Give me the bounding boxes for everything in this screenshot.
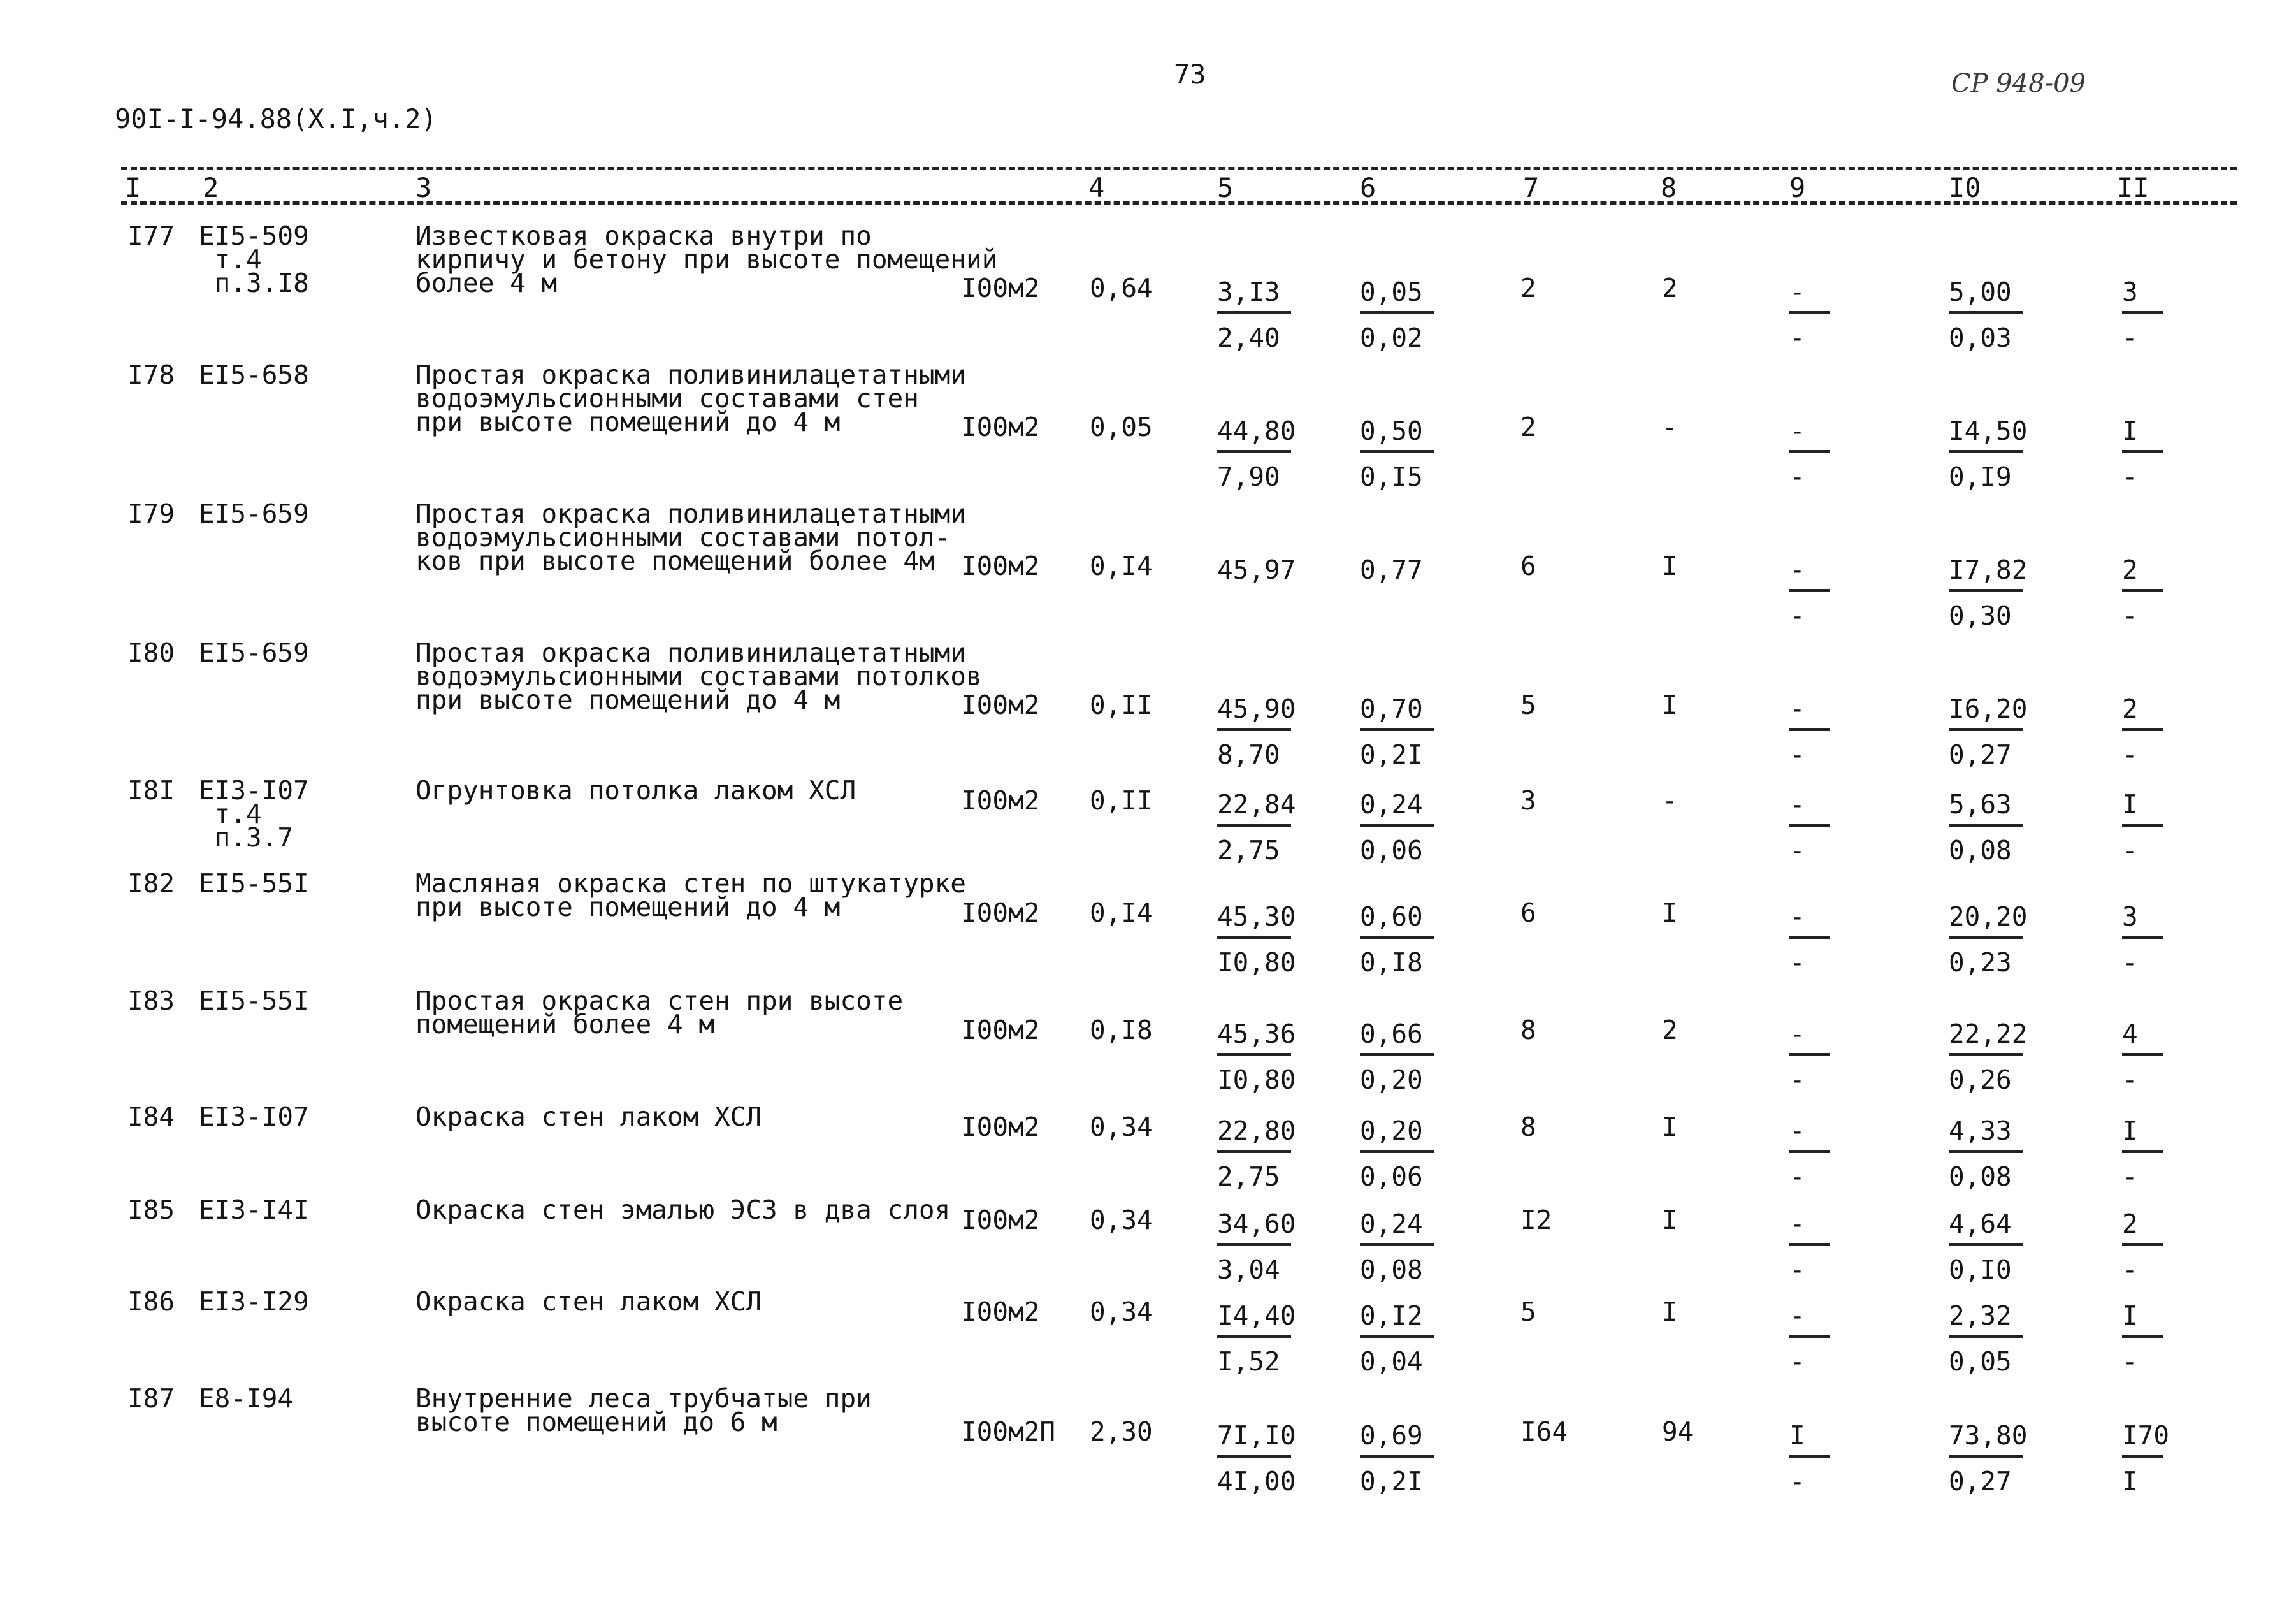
col-8-value: I xyxy=(1662,1205,1678,1235)
col-5-fraction-divider xyxy=(1217,1243,1291,1246)
col-10-fraction-denominator: 0,27 xyxy=(1949,1466,2012,1497)
quantity-cell: 0,05 xyxy=(1090,412,1153,442)
col-11-fraction-divider xyxy=(2122,1150,2163,1153)
col-6-fraction-numerator: 0,60 xyxy=(1360,901,1423,932)
col-9-fraction-divider xyxy=(1789,1335,1830,1338)
work-description: Простая окраска стен при высоте помещений более 4 м xyxy=(415,985,904,1040)
col-6-fraction-denominator: 0,2I xyxy=(1360,739,1423,770)
col-9-fraction-numerator: - xyxy=(1789,1209,1805,1239)
col-8-value: 94 xyxy=(1662,1416,1694,1447)
col-5-fraction-denominator: 2,75 xyxy=(1217,835,1280,866)
col-10-fraction-numerator: 22,22 xyxy=(1949,1019,2028,1049)
col-6-fraction-denominator: 0,06 xyxy=(1360,1161,1423,1192)
col-10-fraction-denominator: 0,30 xyxy=(1949,600,2012,631)
col-8-value: I xyxy=(1662,897,1678,928)
col-6-fraction-numerator: 0,77 xyxy=(1360,555,1423,585)
col-10-fraction-numerator: 73,80 xyxy=(1949,1420,2028,1451)
col-9-fraction-denominator: - xyxy=(1789,947,1805,978)
col-6-fraction-numerator: 0,70 xyxy=(1360,693,1423,724)
unit-cell: I00м2 xyxy=(961,1015,1040,1045)
col-5-fraction-divider xyxy=(1217,728,1291,731)
col-6-fraction-divider xyxy=(1360,311,1434,314)
col-9-fraction-denominator: - xyxy=(1789,461,1805,492)
col-5-fraction-divider xyxy=(1217,1455,1291,1458)
col-6-fraction-denominator: 0,06 xyxy=(1360,835,1423,866)
col-header-2: 2 xyxy=(203,172,219,203)
col-9-fraction-numerator: I xyxy=(1789,1420,1805,1451)
unit-cell: I00м2 xyxy=(961,1205,1040,1235)
col-11-fraction-numerator: I xyxy=(2122,416,2138,446)
col-9-fraction-divider xyxy=(1789,1150,1830,1153)
col-11-fraction-divider xyxy=(2122,450,2163,453)
col-6-fraction-divider xyxy=(1360,1455,1434,1458)
norm-code: EI5-55I xyxy=(199,868,309,899)
col-11-fraction-denominator: - xyxy=(2122,1346,2138,1377)
col-11-fraction-denominator: - xyxy=(2122,600,2138,631)
col-10-fraction-numerator: 4,64 xyxy=(1949,1209,2012,1239)
col-10-fraction-divider xyxy=(1949,936,2023,939)
col-11-fraction-numerator: 3 xyxy=(2122,901,2138,932)
col-5-fraction-numerator: 45,36 xyxy=(1217,1019,1296,1049)
col-6-fraction-numerator: 0,20 xyxy=(1360,1115,1423,1146)
col-5-fraction-numerator: 3,I3 xyxy=(1217,277,1280,307)
col-5-fraction-divider xyxy=(1217,311,1291,314)
row-number: I84 xyxy=(127,1101,175,1132)
row-number: I85 xyxy=(127,1194,175,1225)
norm-code: EI5-659 xyxy=(199,637,309,668)
col-9-fraction-divider xyxy=(1789,450,1830,453)
col-6-fraction-denominator: 0,04 xyxy=(1360,1346,1423,1377)
col-11-fraction-denominator: - xyxy=(2122,323,2138,353)
col-10-fraction-denominator: 0,08 xyxy=(1949,835,2012,866)
col-5-fraction-divider xyxy=(1217,1335,1291,1338)
row-number: I8I xyxy=(127,775,175,806)
col-5-fraction-denominator: 2,40 xyxy=(1217,323,1280,353)
col-9-fraction-denominator: - xyxy=(1789,600,1805,631)
row-number: I83 xyxy=(127,985,175,1016)
col-11-fraction-divider xyxy=(2122,824,2163,827)
col-5-fraction-numerator: 34,60 xyxy=(1217,1209,1296,1239)
col-header-7: 7 xyxy=(1523,172,1540,203)
row-number: I79 xyxy=(127,498,175,529)
col-7-value: 6 xyxy=(1520,897,1536,928)
col-11-fraction-numerator: 3 xyxy=(2122,277,2138,307)
col-10-fraction-divider xyxy=(1949,311,2023,314)
col-6-fraction-denominator: 0,20 xyxy=(1360,1064,1423,1095)
col-5-fraction-numerator: 44,80 xyxy=(1217,416,1296,446)
col-10-fraction-divider xyxy=(1949,1335,2023,1338)
col-8-value: I xyxy=(1662,1296,1678,1327)
col-9-fraction-numerator: - xyxy=(1789,901,1805,932)
col-5-fraction-divider xyxy=(1217,1053,1291,1056)
col-10-fraction-numerator: I6,20 xyxy=(1949,693,2028,724)
col-10-fraction-denominator: 0,27 xyxy=(1949,739,2012,770)
col-11-fraction-denominator: - xyxy=(2122,947,2138,978)
col-11-fraction-divider xyxy=(2122,1335,2163,1338)
col-9-fraction-numerator: - xyxy=(1789,789,1805,820)
col-8-value: 2 xyxy=(1662,1015,1678,1045)
col-10-fraction-numerator: 4,33 xyxy=(1949,1115,2012,1146)
norm-code: EI3-I4I xyxy=(199,1194,309,1225)
col-6-fraction-divider xyxy=(1360,1150,1434,1153)
quantity-cell: 0,I8 xyxy=(1090,1015,1153,1045)
col-5-fraction-denominator: 8,70 xyxy=(1217,739,1280,770)
col-6-fraction-denominator: 0,02 xyxy=(1360,323,1423,353)
col-6-fraction-denominator: 0,2I xyxy=(1360,1466,1423,1497)
col-9-fraction-divider xyxy=(1789,1455,1830,1458)
col-8-value: - xyxy=(1662,412,1678,442)
col-10-fraction-denominator: 0,08 xyxy=(1949,1161,2012,1192)
norm-code: EI3-I07 т.4 п.3.7 xyxy=(199,775,309,853)
work-description: Огрунтовка потолка лаком ХСЛ xyxy=(415,775,856,806)
unit-cell: I00м2 xyxy=(961,785,1040,816)
quantity-cell: 0,34 xyxy=(1090,1112,1153,1142)
unit-cell: I00м2П xyxy=(961,1416,1056,1447)
col-9-fraction-numerator: - xyxy=(1789,1019,1805,1049)
col-11-fraction-divider xyxy=(2122,589,2163,592)
col-11-fraction-denominator: - xyxy=(2122,1064,2138,1095)
col-9-fraction-denominator: - xyxy=(1789,1346,1805,1377)
quantity-cell: 0,34 xyxy=(1090,1205,1153,1235)
col-header-6: 6 xyxy=(1360,172,1376,203)
col-11-fraction-divider xyxy=(2122,728,2163,731)
col-6-fraction-divider xyxy=(1360,936,1434,939)
col-10-fraction-numerator: 5,00 xyxy=(1949,277,2012,307)
quantity-cell: 0,I4 xyxy=(1090,551,1153,581)
work-description: Внутренние леса трубчатые при высоте помещений до 6 м xyxy=(415,1383,872,1437)
col-9-fraction-divider xyxy=(1789,589,1830,592)
col-7-value: 8 xyxy=(1520,1112,1536,1142)
col-11-fraction-numerator: 2 xyxy=(2122,1209,2138,1239)
col-9-fraction-divider xyxy=(1789,311,1830,314)
col-10-fraction-denominator: 0,I0 xyxy=(1949,1254,2012,1285)
col-7-value: 8 xyxy=(1520,1015,1536,1045)
col-8-value: I xyxy=(1662,551,1678,581)
col-11-fraction-divider xyxy=(2122,1455,2163,1458)
work-description: Масляная окраска стен по штукатурке при высоте помещений до 4 м xyxy=(415,868,966,922)
col-11-fraction-numerator: 2 xyxy=(2122,555,2138,585)
col-7-value: 6 xyxy=(1520,551,1536,581)
col-11-fraction-numerator: I xyxy=(2122,1300,2138,1331)
work-description: Известковая окраска внутри по кирпичу и бетону при высоте помещений более 4 м xyxy=(415,221,998,298)
col-header-4: 4 xyxy=(1088,172,1105,203)
col-header-9: 9 xyxy=(1789,172,1806,203)
col-11-fraction-numerator: I xyxy=(2122,1115,2138,1146)
col-5-fraction-numerator: 22,84 xyxy=(1217,789,1296,820)
col-8-value: I xyxy=(1662,690,1678,720)
work-description: Простая окраска поливинилацетатными водоэмульсионными составами потолков при высоте помещений до 4 м xyxy=(415,637,982,715)
col-10-fraction-numerator: I7,82 xyxy=(1949,555,2028,585)
col-header-11: II xyxy=(2117,172,2149,203)
unit-cell: I00м2 xyxy=(961,273,1040,303)
header-rule-bottom xyxy=(121,201,2237,205)
col-6-fraction-numerator: 0,69 xyxy=(1360,1420,1423,1451)
col-10-fraction-divider xyxy=(1949,1150,2023,1153)
col-11-fraction-divider xyxy=(2122,1053,2163,1056)
col-11-fraction-numerator: I xyxy=(2122,789,2138,820)
col-6-fraction-divider xyxy=(1360,728,1434,731)
col-5-fraction-numerator: 45,97 xyxy=(1217,555,1296,585)
row-number: I77 xyxy=(127,221,175,251)
col-7-value: 2 xyxy=(1520,273,1536,303)
col-6-fraction-divider xyxy=(1360,1053,1434,1056)
col-9-fraction-numerator: - xyxy=(1789,1300,1805,1331)
quantity-cell: 0,II xyxy=(1090,785,1153,816)
col-5-fraction-denominator: 7,90 xyxy=(1217,461,1280,492)
col-5-fraction-denominator: I0,80 xyxy=(1217,947,1296,978)
col-5-fraction-divider xyxy=(1217,936,1291,939)
col-10-fraction-numerator: 2,32 xyxy=(1949,1300,2012,1331)
col-11-fraction-denominator: I xyxy=(2122,1466,2138,1497)
col-11-fraction-divider xyxy=(2122,936,2163,939)
col-7-value: 2 xyxy=(1520,412,1536,442)
col-5-fraction-denominator: 3,04 xyxy=(1217,1254,1280,1285)
col-6-fraction-numerator: 0,50 xyxy=(1360,416,1423,446)
unit-cell: I00м2 xyxy=(961,690,1040,720)
col-9-fraction-denominator: - xyxy=(1789,739,1805,770)
col-11-fraction-numerator: I70 xyxy=(2122,1420,2170,1451)
col-9-fraction-numerator: - xyxy=(1789,416,1805,446)
col-9-fraction-numerator: - xyxy=(1789,277,1805,307)
norm-code: EI5-509 т.4 п.3.I8 xyxy=(199,221,309,298)
col-6-fraction-divider xyxy=(1360,1243,1434,1246)
col-11-fraction-numerator: 2 xyxy=(2122,693,2138,724)
col-10-fraction-divider xyxy=(1949,589,2023,592)
col-9-fraction-divider xyxy=(1789,1243,1830,1246)
col-9-fraction-numerator: - xyxy=(1789,693,1805,724)
col-6-fraction-numerator: 0,24 xyxy=(1360,789,1423,820)
col-11-fraction-divider xyxy=(2122,1243,2163,1246)
row-number: I82 xyxy=(127,868,175,899)
doc-code: 90I-I-94.88(X.I,ч.2) xyxy=(115,103,437,134)
col-header-8: 8 xyxy=(1661,172,1677,203)
col-header-3: 3 xyxy=(415,172,432,203)
col-5-fraction-denominator: 2,75 xyxy=(1217,1161,1280,1192)
work-description: Простая окраска поливинилацетатными водоэмульсионными составами потол- ков при высоте помещений более 4м xyxy=(415,498,966,576)
col-9-fraction-numerator: - xyxy=(1789,1115,1805,1146)
col-9-fraction-divider xyxy=(1789,824,1830,827)
col-7-value: 5 xyxy=(1520,690,1536,720)
col-10-fraction-numerator: 20,20 xyxy=(1949,901,2028,932)
col-9-fraction-denominator: - xyxy=(1789,835,1805,866)
work-description: Окраска стен лаком ХСЛ xyxy=(415,1101,762,1132)
col-6-fraction-denominator: 0,I8 xyxy=(1360,947,1423,978)
unit-cell: I00м2 xyxy=(961,551,1040,581)
quantity-cell: 0,64 xyxy=(1090,273,1153,303)
norm-code: EI5-55I xyxy=(199,985,309,1016)
col-11-fraction-denominator: - xyxy=(2122,739,2138,770)
col-6-fraction-numerator: 0,05 xyxy=(1360,277,1423,307)
col-8-value: - xyxy=(1662,785,1678,816)
unit-cell: I00м2 xyxy=(961,412,1040,442)
col-5-fraction-denominator: 4I,00 xyxy=(1217,1466,1296,1497)
unit-cell: I00м2 xyxy=(961,897,1040,928)
col-10-fraction-denominator: 0,23 xyxy=(1949,947,2012,978)
col-10-fraction-divider xyxy=(1949,1053,2023,1056)
col-10-fraction-divider xyxy=(1949,728,2023,731)
col-10-fraction-denominator: 0,05 xyxy=(1949,1346,2012,1377)
col-6-fraction-divider xyxy=(1360,450,1434,453)
col-9-fraction-denominator: - xyxy=(1789,1466,1805,1497)
work-description: Окраска стен эмалью ЭСЗ в два слоя xyxy=(415,1194,951,1225)
quantity-cell: 0,34 xyxy=(1090,1296,1153,1327)
col-10-fraction-numerator: I4,50 xyxy=(1949,416,2028,446)
col-9-fraction-denominator: - xyxy=(1789,1064,1805,1095)
col-9-fraction-denominator: - xyxy=(1789,323,1805,353)
col-11-fraction-numerator: 4 xyxy=(2122,1019,2138,1049)
col-10-fraction-denominator: 0,I9 xyxy=(1949,461,2012,492)
col-6-fraction-divider xyxy=(1360,1335,1434,1338)
col-10-fraction-divider xyxy=(1949,824,2023,827)
row-number: I78 xyxy=(127,359,175,390)
row-number: I87 xyxy=(127,1383,175,1414)
header-rule-top xyxy=(121,167,2237,170)
col-9-fraction-divider xyxy=(1789,936,1830,939)
norm-code: EI5-659 xyxy=(199,498,309,529)
col-header-5: 5 xyxy=(1217,172,1234,203)
quantity-cell: 0,I4 xyxy=(1090,897,1153,928)
col-6-fraction-numerator: 0,I2 xyxy=(1360,1300,1423,1331)
col-11-fraction-denominator: - xyxy=(2122,835,2138,866)
col-10-fraction-denominator: 0,03 xyxy=(1949,323,2012,353)
norm-code: EI3-I07 xyxy=(199,1101,309,1132)
col-5-fraction-denominator: I,52 xyxy=(1217,1346,1280,1377)
norm-code: EI3-I29 xyxy=(199,1286,309,1317)
row-number: I86 xyxy=(127,1286,175,1317)
col-11-fraction-denominator: - xyxy=(2122,461,2138,492)
col-10-fraction-divider xyxy=(1949,1455,2023,1458)
archive-stamp: CP 948-09 xyxy=(1951,69,2086,98)
col-6-fraction-denominator: 0,08 xyxy=(1360,1254,1423,1285)
col-10-fraction-denominator: 0,26 xyxy=(1949,1064,2012,1095)
col-6-fraction-numerator: 0,24 xyxy=(1360,1209,1423,1239)
quantity-cell: 2,30 xyxy=(1090,1416,1153,1447)
col-7-value: 5 xyxy=(1520,1296,1536,1327)
norm-code: EI5-658 xyxy=(199,359,309,390)
col-5-fraction-numerator: 45,90 xyxy=(1217,693,1296,724)
row-number: I80 xyxy=(127,637,175,668)
col-9-fraction-denominator: - xyxy=(1789,1254,1805,1285)
col-8-value: 2 xyxy=(1662,273,1678,303)
col-8-value: I xyxy=(1662,1112,1678,1142)
page-number: 73 xyxy=(1174,59,1206,90)
unit-cell: I00м2 xyxy=(961,1112,1040,1142)
col-header-1: I xyxy=(125,172,141,203)
col-9-fraction-divider xyxy=(1789,728,1830,731)
col-5-fraction-denominator: I0,80 xyxy=(1217,1064,1296,1095)
col-10-fraction-divider xyxy=(1949,1243,2023,1246)
col-9-fraction-denominator: - xyxy=(1789,1161,1805,1192)
quantity-cell: 0,II xyxy=(1090,690,1153,720)
col-5-fraction-numerator: 45,30 xyxy=(1217,901,1296,932)
col-6-fraction-denominator: 0,I5 xyxy=(1360,461,1423,492)
work-description: Простая окраска поливинилацетатными водоэмульсионными составами стен при высоте помещений до 4 м xyxy=(415,359,966,437)
work-description: Окраска стен лаком ХСЛ xyxy=(415,1286,762,1317)
col-5-fraction-numerator: 22,80 xyxy=(1217,1115,1296,1146)
col-6-fraction-divider xyxy=(1360,824,1434,827)
col-5-fraction-numerator: I4,40 xyxy=(1217,1300,1296,1331)
col-11-fraction-denominator: - xyxy=(2122,1161,2138,1192)
col-header-10: I0 xyxy=(1949,172,1981,203)
norm-code: E8-I94 xyxy=(199,1383,294,1414)
col-5-fraction-divider xyxy=(1217,824,1291,827)
col-9-fraction-numerator: - xyxy=(1789,555,1805,585)
col-11-fraction-denominator: - xyxy=(2122,1254,2138,1285)
col-11-fraction-divider xyxy=(2122,311,2163,314)
col-9-fraction-divider xyxy=(1789,1053,1830,1056)
col-10-fraction-divider xyxy=(1949,450,2023,453)
col-5-fraction-divider xyxy=(1217,450,1291,453)
col-5-fraction-divider xyxy=(1217,1150,1291,1153)
col-10-fraction-numerator: 5,63 xyxy=(1949,789,2012,820)
col-5-fraction-numerator: 7I,I0 xyxy=(1217,1420,1296,1451)
unit-cell: I00м2 xyxy=(961,1296,1040,1327)
col-7-value: I2 xyxy=(1520,1205,1552,1235)
col-7-value: 3 xyxy=(1520,785,1536,816)
col-6-fraction-numerator: 0,66 xyxy=(1360,1019,1423,1049)
col-7-value: I64 xyxy=(1520,1416,1568,1447)
